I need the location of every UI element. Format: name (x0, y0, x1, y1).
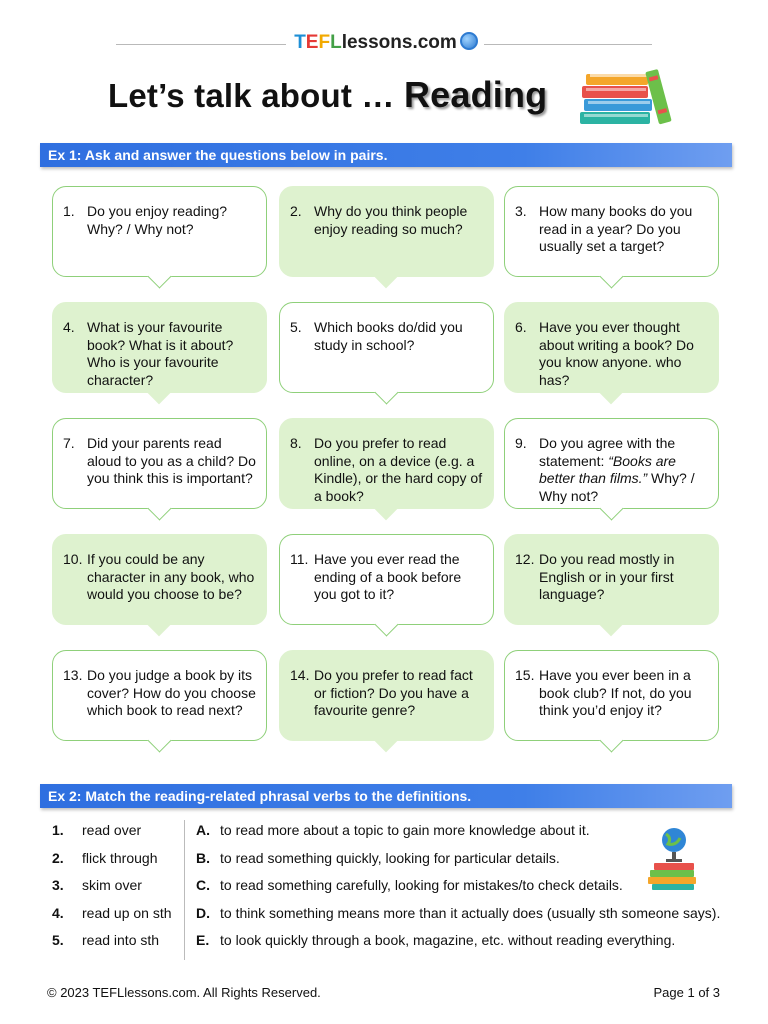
list-item: 4. read up on sth (52, 904, 172, 921)
site-logo-row (116, 32, 652, 58)
question-bubble: 4. What is your favourite book? What is it about? Who is your favourite character? (52, 302, 267, 393)
question-bubble: 9. Do you agree with the statement: “Books are better than films.” Why? / Why not? (504, 418, 719, 509)
books-illustration-icon (580, 64, 680, 126)
page-number: Page 1 of 3 (653, 985, 720, 1000)
globe-books-icon (646, 826, 698, 890)
question-bubble: 6. Have you ever thought about writing a book? Do you know anyone. who has? (504, 302, 719, 393)
list-item: E. to look quickly through a book, magazine, etc. without reading everything. (196, 932, 676, 948)
question-bubble: 7. Did your parents read aloud to you as a child? Do you think this is important? (52, 418, 267, 509)
list-item: 5. read into sth (52, 932, 160, 948)
list-item: C. to read something carefully, looking for mistakes/to check details. (196, 877, 623, 893)
globe-icon (460, 32, 478, 50)
question-bubble: 3. How many books do you read in a year? Do you usually set a target? (504, 186, 719, 277)
question-bubble: 15. Have you ever been in a book club? If not, do you think you’d enjoy it? (504, 650, 719, 741)
question-bubble: 5. Which books do/did you study in school? (279, 302, 494, 393)
question-bubble: 10. If you could be any character in any book, who would you choose to be? (52, 534, 267, 625)
ex2-header: Ex 2: Match the reading-related phrasal verbs to the definitions. (40, 784, 732, 808)
copyright: © 2023 TEFLlessons.com. All Rights Reserved. (47, 985, 321, 1000)
page-title: Let’s talk about … Reading (108, 74, 548, 115)
list-item: 1. read over (52, 822, 142, 838)
list-item: A. to read more about a topic to gain more knowledge about it. (196, 822, 590, 838)
question-bubble: 13. Do you judge a book by its cover? How do you choose which book to read next? (52, 650, 267, 741)
divider (116, 44, 286, 45)
question-bubble: 11. Have you ever read the ending of a book before you got to it? (279, 534, 494, 625)
list-item: 2. flick through (52, 849, 158, 866)
site-logo: TEFLlessons.com (291, 32, 481, 54)
question-bubble: 14. Do you prefer to read fact or fiction? Do you have a favourite genre? (279, 650, 494, 741)
verb-list (52, 818, 180, 956)
divider (484, 44, 652, 45)
question-bubble: 8. Do you prefer to read online, on a device (e.g. a Kindle), or the hard copy of a book? (279, 418, 494, 509)
question-bubble: 12. Do you read mostly in English or in your first language? (504, 534, 719, 625)
list-item: 3. skim over (52, 877, 142, 893)
question-bubble: 2. Why do you think people enjoy reading so much? (279, 186, 494, 277)
list-item: B. to read something quickly, looking for particular details. (196, 849, 560, 866)
list-item: D. to think something means more than it actually does (usually sth someone says). (196, 904, 721, 921)
question-bubble: 1. Do you enjoy reading? Why? / Why not? (52, 186, 267, 277)
ex1-header: Ex 1: Ask and answer the questions below in pairs. (40, 143, 732, 167)
divider (184, 820, 185, 960)
